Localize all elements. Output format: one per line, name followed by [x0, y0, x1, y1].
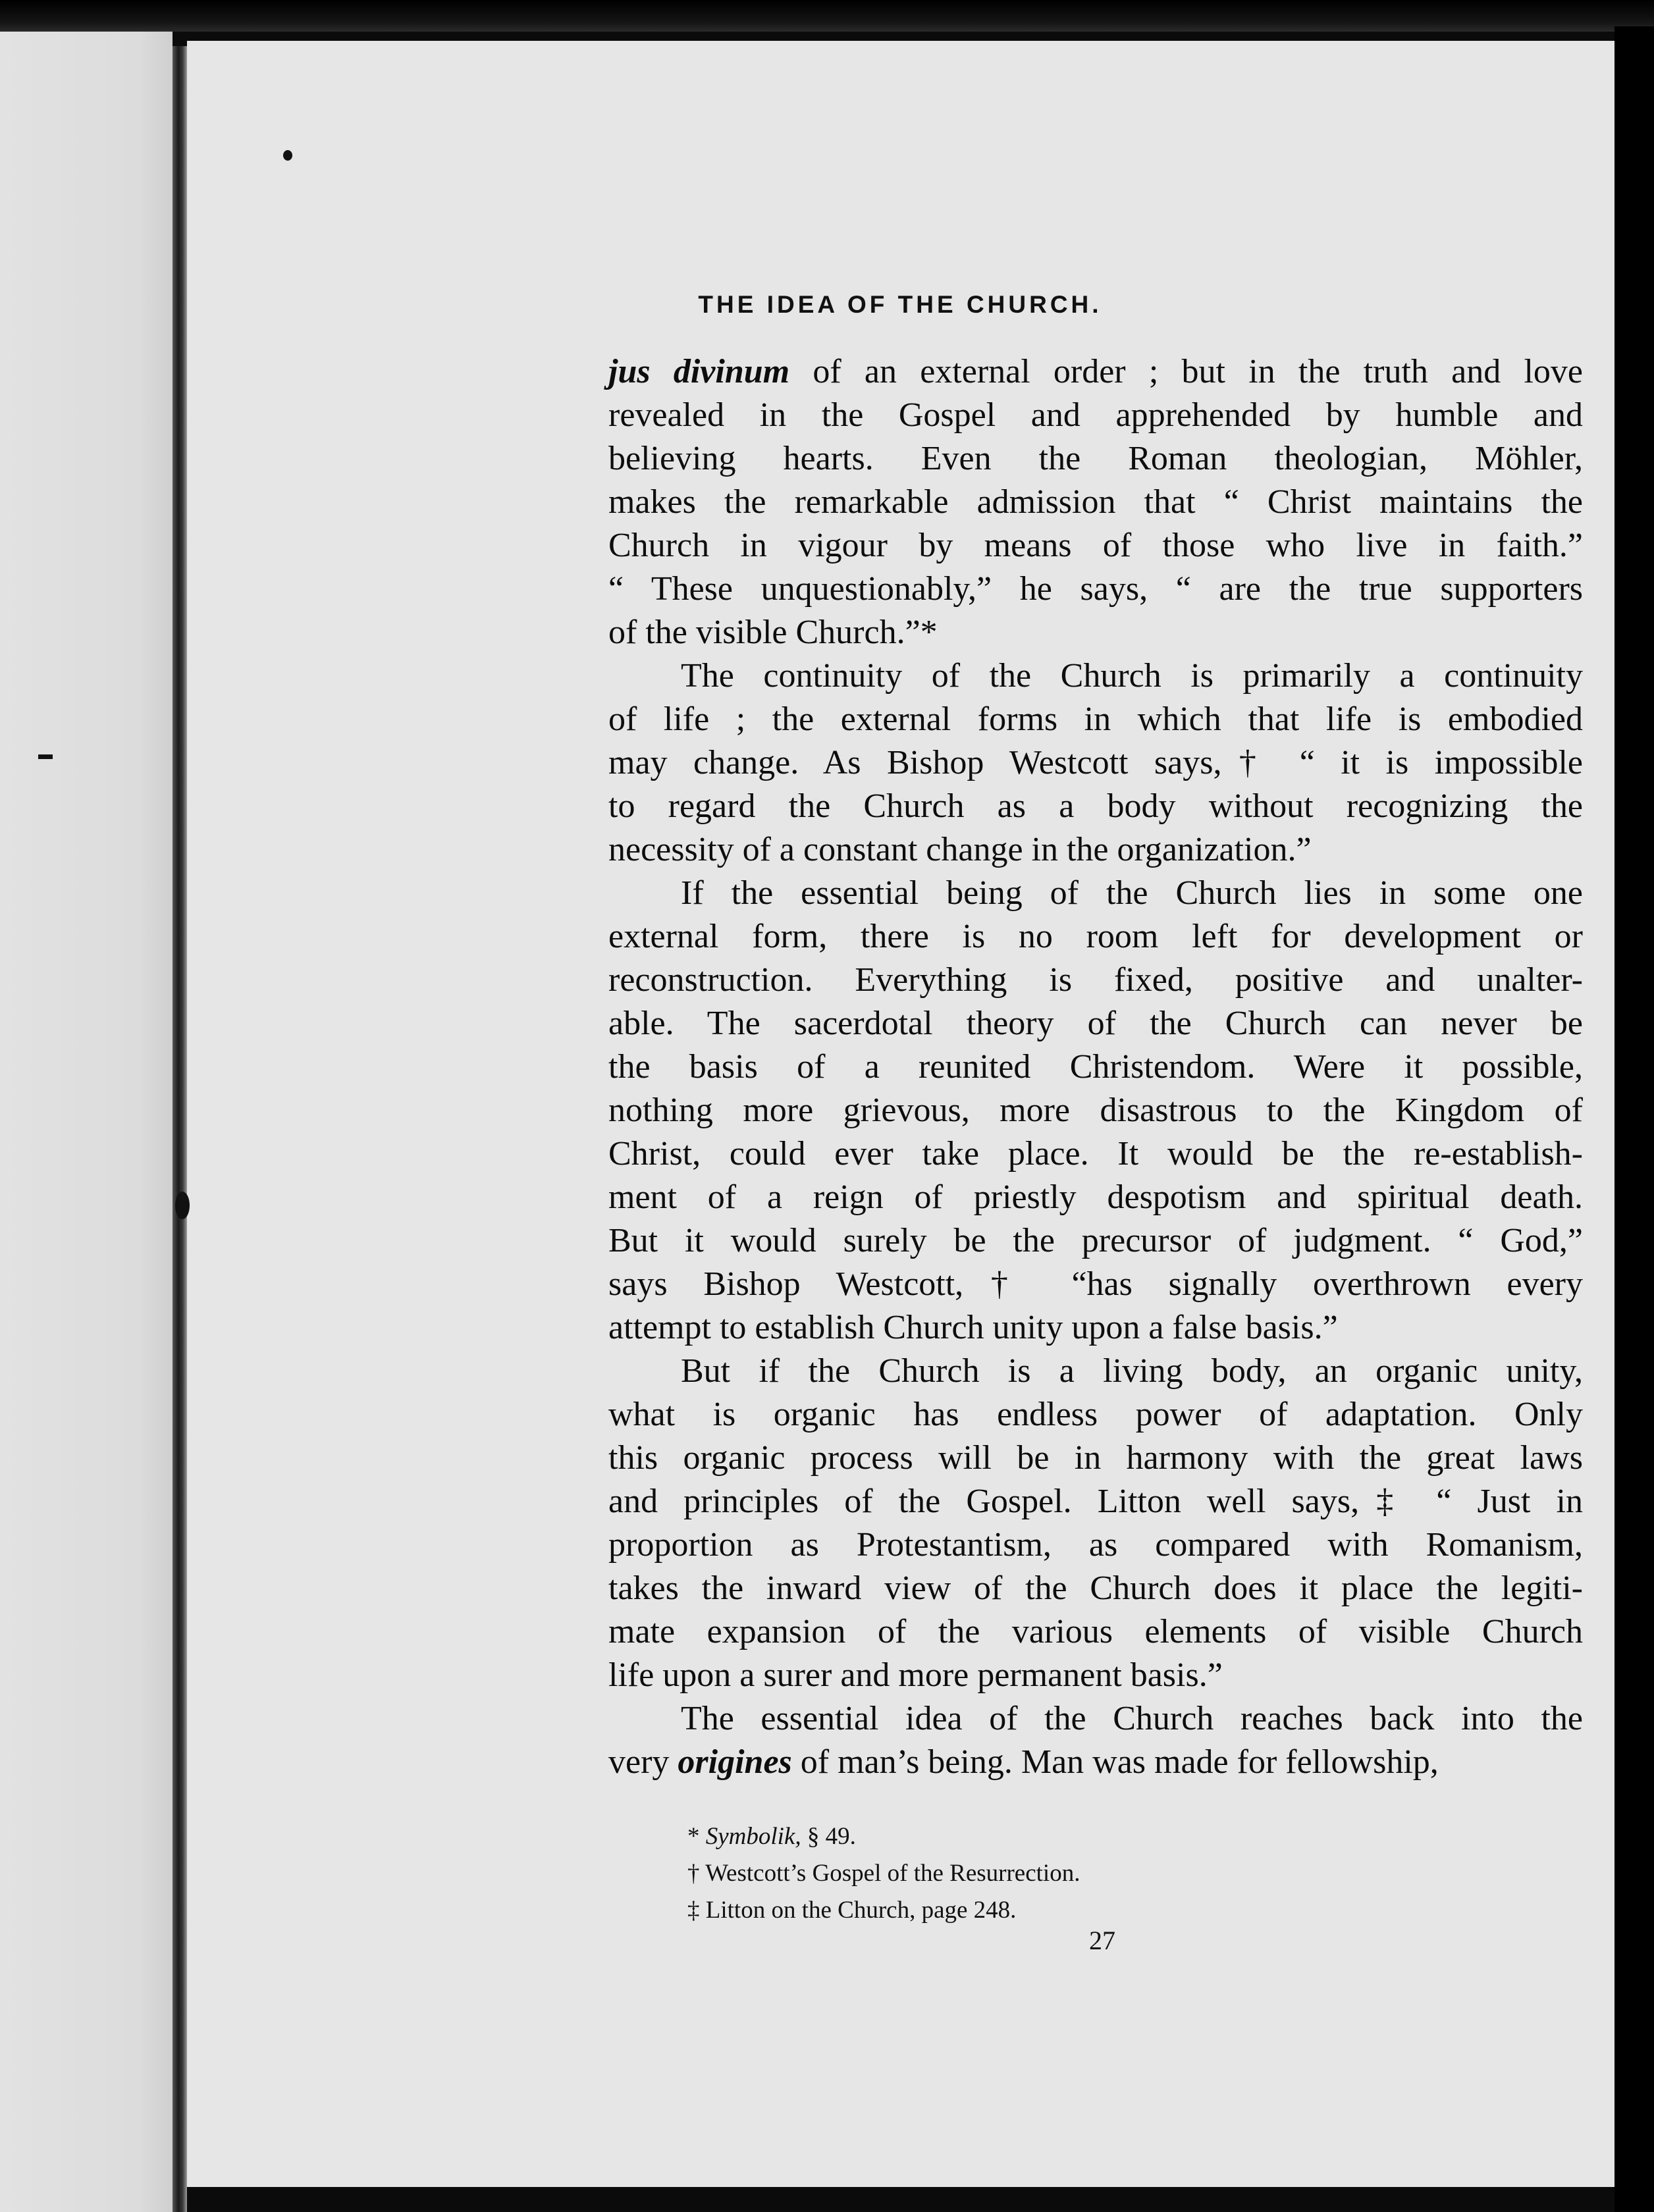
- text-run: But it would surely be the precursor of judgment. “ God,”: [608, 1222, 1583, 1259]
- text-line: [608, 741, 1583, 785]
- text-run: life upon a surer and more permanent basis.”: [608, 1656, 1223, 1694]
- footnote-title: Symbolik,: [705, 1823, 801, 1850]
- text-line: [608, 1654, 1583, 1697]
- text-run: external form, there is no room left for development or: [608, 918, 1583, 955]
- text-run: believing hearts. Even the Roman theologian, Möhler,: [608, 440, 1583, 477]
- text-run: The essential idea of the Church reaches back into the: [681, 1700, 1583, 1737]
- page: [187, 41, 1614, 2187]
- text-line: [608, 915, 1583, 959]
- text-run: nothing more grievous, more disastrous to the Kingdom of: [608, 1092, 1583, 1129]
- text-run: of life ; the external forms in which that life is embodied: [608, 700, 1583, 738]
- text-line: [608, 1480, 1583, 1523]
- text-run: says Bishop Westcott,† “has signally overthrown every: [608, 1265, 1583, 1303]
- text-line: [608, 785, 1583, 828]
- text-run: The continuity of the Church is primarily a continuity: [681, 657, 1583, 695]
- text-line: [608, 1306, 1583, 1350]
- text-run: If the essential being of the Church lies in some one: [681, 874, 1583, 912]
- text-line: [608, 1176, 1583, 1219]
- text-run: what is organic has endless power of adaptation. Only: [608, 1396, 1583, 1433]
- scan-top-edge: [0, 0, 1654, 32]
- footnotes: [687, 1818, 1412, 1929]
- text-line: [608, 1045, 1583, 1089]
- footnote: [687, 1892, 1412, 1929]
- scan-speck: [283, 150, 292, 161]
- text-line: [608, 959, 1583, 1002]
- text-run: revealed in the Gospel and apprehended by humble and: [608, 396, 1583, 434]
- text-run: proportion as Protestantism, as compared with Romanism,: [608, 1526, 1583, 1564]
- scan-right-edge: [1614, 26, 1654, 2212]
- text-line: [608, 698, 1583, 741]
- text-line: [608, 481, 1583, 524]
- footnote: [687, 1855, 1412, 1892]
- text-run: the basis of a reunited Christendom. Were it possible,: [608, 1048, 1583, 1086]
- text-line: [608, 1002, 1583, 1045]
- text-line: [608, 1393, 1583, 1436]
- text-line: [608, 872, 1583, 915]
- text-run: and principles of the Gospel. Litton well says,‡ “ Just in: [608, 1483, 1583, 1520]
- text-line: [608, 1350, 1583, 1393]
- text-run: able. The sacerdotal theory of the Church can never be: [608, 1005, 1583, 1042]
- book-gutter: [173, 46, 187, 2212]
- footnote-text: Westcott’s Gospel of the Resurrection.: [705, 1860, 1080, 1887]
- text-line: [608, 1610, 1583, 1654]
- text-line: [608, 350, 1583, 394]
- text-run: necessity of a constant change in the organization.”: [608, 831, 1312, 868]
- text-line: [608, 567, 1583, 611]
- facing-page-left: [0, 32, 173, 2212]
- text-run: of man’s being. Man was made for fellowship,: [791, 1743, 1439, 1781]
- text-run: may change. As Bishop Westcott says,† “ it is impossible: [608, 744, 1583, 781]
- text-line: [608, 1219, 1583, 1263]
- text-line: [608, 654, 1583, 698]
- running-head: THE IDEA OF THE CHURCH.: [698, 291, 1102, 318]
- text-line: [608, 1263, 1583, 1306]
- text-run: of the visible Church.”*: [608, 614, 938, 651]
- body-text: [608, 350, 1583, 1784]
- text-run: But if the Church is a living body, an organic unity,: [681, 1352, 1583, 1390]
- footnote-mark: ‡: [687, 1897, 700, 1924]
- text-line: [608, 524, 1583, 567]
- text-run: this organic process will be in harmony with the great laws: [608, 1439, 1583, 1477]
- footnote-mark: *: [687, 1823, 700, 1850]
- text-run: “ These unquestionably,” he says, “ are the true supporters: [608, 570, 1583, 608]
- text-run: to regard the Church as a body without recognizing the: [608, 787, 1583, 825]
- text-run: of an external order ; but in the truth and love: [789, 353, 1583, 390]
- text-run: Church in vigour by means of those who live in faith.”: [608, 527, 1583, 564]
- text-line: [608, 1089, 1583, 1132]
- binding-mark: [175, 1192, 190, 1219]
- text-run: Christ, could ever take place. It would be the re-establish-: [608, 1135, 1583, 1172]
- footnote-text: Litton on the Church, page 248.: [705, 1897, 1017, 1924]
- text-line: [608, 1523, 1583, 1567]
- text-run: very: [608, 1743, 678, 1781]
- text-line: [608, 394, 1583, 437]
- text-run: reconstruction. Everything is fixed, positive and unalter-: [608, 961, 1583, 999]
- scan-speck: [38, 754, 53, 759]
- text-run: mate expansion of the various elements of visible Church: [608, 1613, 1583, 1650]
- italic-term: jus divinum: [608, 353, 790, 390]
- italic-term: origines: [678, 1743, 792, 1781]
- text-line: [608, 611, 1583, 654]
- text-run: ment of a reign of priestly despotism and spiritual death.: [608, 1178, 1583, 1216]
- page-number: 27: [1089, 1926, 1115, 1955]
- text-line: [608, 437, 1583, 481]
- footnote: [687, 1818, 1412, 1855]
- text-line: [608, 1741, 1583, 1784]
- footnote-mark: †: [687, 1860, 700, 1887]
- text-line: [608, 1697, 1583, 1741]
- text-run: makes the remarkable admission that “ Christ maintains the: [608, 483, 1583, 521]
- text-line: [608, 1132, 1583, 1176]
- text-run: takes the inward view of the Church does it place the legiti-: [608, 1569, 1583, 1607]
- text-run: attempt to establish Church unity upon a false basis.”: [608, 1309, 1338, 1346]
- text-line: [608, 1436, 1583, 1480]
- footnote-text: § 49.: [801, 1823, 856, 1850]
- text-line: [608, 828, 1583, 872]
- text-line: [608, 1567, 1583, 1610]
